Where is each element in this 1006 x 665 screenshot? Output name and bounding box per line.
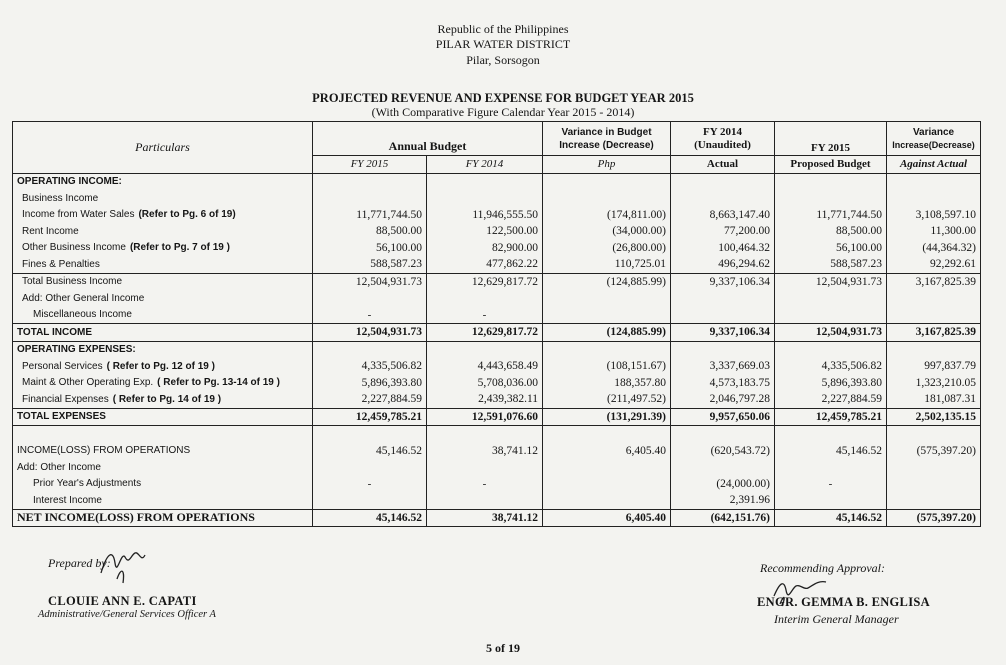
table-cell: 92,292.61 [887, 256, 981, 273]
table-cell: 12,504,931.73 [775, 324, 887, 342]
table-cell [775, 173, 887, 190]
row-label [13, 443, 313, 460]
row-label [13, 273, 313, 290]
table-cell: 1,323,210.05 [887, 375, 981, 392]
table-cell [887, 290, 981, 307]
row-label-text: OPERATING EXPENSES: [17, 344, 136, 356]
row-label-text: Financial Expenses [22, 393, 109, 405]
table-cell [427, 341, 543, 358]
table-cell [313, 173, 427, 190]
table-cell [313, 426, 427, 443]
row-label-text: Rent Income [22, 225, 79, 237]
table-cell [543, 290, 671, 307]
table-row [13, 426, 981, 443]
table-cell: (211,497.52) [543, 391, 671, 408]
table-cell: 11,946,555.50 [427, 207, 543, 224]
col-fy2014-line2: (Unaudited) [694, 138, 751, 151]
table-cell [887, 492, 981, 509]
table-row [13, 408, 981, 426]
table-cell: - [427, 476, 543, 493]
table-cell [887, 476, 981, 493]
table-cell: 12,459,785.21 [775, 408, 887, 426]
col-actual: Actual [671, 156, 775, 174]
row-label [13, 509, 313, 527]
row-label-text: OPERATING INCOME: [17, 176, 122, 188]
table-cell: 9,337,106.34 [671, 273, 775, 290]
table-cell: 12,504,931.73 [313, 324, 427, 342]
row-label [13, 190, 313, 207]
row-reference: (Refer to Pg. 6 of 19) [138, 209, 236, 221]
table-cell: 588,587.23 [313, 256, 427, 273]
col-particulars: Particulars [13, 122, 313, 174]
revenue-expense-table [12, 121, 981, 527]
row-label [13, 375, 313, 392]
header-agency: PILAR WATER DISTRICT [435, 37, 571, 51]
table-cell: 4,335,506.82 [775, 358, 887, 375]
table-cell: 3,167,825.39 [887, 324, 981, 342]
table-cell [543, 426, 671, 443]
row-reference: ( Refer to Pg. 14 of 19 ) [112, 393, 222, 405]
table-cell [313, 341, 427, 358]
table-cell: (34,000.00) [543, 223, 671, 240]
row-reference: ( Refer to Pg. 12 of 19 ) [106, 360, 215, 372]
row-label-text: Interest Income [33, 494, 102, 506]
table-cell: 45,146.52 [313, 443, 427, 460]
table-body [13, 173, 981, 527]
table-cell: (131,291.39) [543, 408, 671, 426]
col-proposed-budget: Proposed Budget [775, 156, 887, 174]
table-cell [543, 492, 671, 509]
table-cell: 2,227,884.59 [313, 391, 427, 408]
row-label-text: Total Business Income [22, 276, 123, 288]
table-cell [775, 492, 887, 509]
table-cell: - [313, 307, 427, 324]
table-cell [671, 307, 775, 324]
table-row [13, 391, 981, 408]
table-cell: (575,397.20) [887, 509, 981, 527]
table-cell: 5,708,036.00 [427, 375, 543, 392]
table-cell: 82,900.00 [427, 240, 543, 257]
table-cell [671, 190, 775, 207]
recommending-approval-label: Recommending Approval: [760, 561, 885, 575]
row-label [13, 358, 313, 375]
table-cell [887, 173, 981, 190]
table-cell: 496,294.62 [671, 256, 775, 273]
row-label [13, 307, 313, 324]
row-label [13, 290, 313, 307]
table-cell [313, 290, 427, 307]
table-cell: 11,771,744.50 [313, 207, 427, 224]
table-row [13, 290, 981, 307]
table-cell [427, 492, 543, 509]
table-cell: 3,167,825.39 [887, 273, 981, 290]
table-cell: - [775, 476, 887, 493]
table-row [13, 375, 981, 392]
table-row [13, 190, 981, 207]
table-cell [313, 459, 427, 476]
table-cell: 3,337,669.03 [671, 358, 775, 375]
col-against-actual: Against Actual [887, 156, 981, 174]
table-cell: 4,573,183.75 [671, 375, 775, 392]
row-label [13, 256, 313, 273]
table-cell: 56,100.00 [313, 240, 427, 257]
col-variance-budget-line1: Variance in Budget [561, 126, 652, 138]
table-cell: (124,885.99) [543, 273, 671, 290]
col-fy2014-budget: FY 2014 [427, 156, 543, 174]
table-cell: 3,108,597.10 [887, 207, 981, 224]
table-row [13, 509, 981, 527]
table-cell [775, 426, 887, 443]
col-variance-budget-line2: Increase (Decrease) [559, 139, 654, 151]
table-cell [887, 459, 981, 476]
row-label [13, 476, 313, 493]
table-cell: 5,896,393.80 [313, 375, 427, 392]
table-cell [543, 341, 671, 358]
row-reference: ( Refer to Pg. 13-14 of 19 ) [157, 377, 280, 389]
row-label-text: Add: Other General Income [22, 292, 145, 304]
document-subtitle: (With Comparative Figure Calendar Year 2015 - 2014) [371, 105, 635, 119]
table-cell: 12,459,785.21 [313, 408, 427, 426]
table-cell [543, 307, 671, 324]
table-cell: - [313, 476, 427, 493]
table-row [13, 459, 981, 476]
table-cell: (26,800.00) [543, 240, 671, 257]
table-cell: 122,500.00 [427, 223, 543, 240]
table-cell [671, 173, 775, 190]
row-label [13, 223, 313, 240]
table-cell [313, 492, 427, 509]
table-cell [543, 173, 671, 190]
table-cell: (108,151.67) [543, 358, 671, 375]
recommending-position: Interim General Manager [774, 612, 899, 626]
row-label-text: TOTAL EXPENSES [17, 411, 106, 423]
row-label-text: Other Business Income [22, 242, 126, 254]
row-label [13, 207, 313, 224]
row-label [13, 426, 313, 443]
table-cell: 12,591,076.60 [427, 408, 543, 426]
table-cell [543, 459, 671, 476]
row-label [13, 459, 313, 476]
table-cell: 12,504,931.73 [313, 273, 427, 290]
table-cell: 100,464.32 [671, 240, 775, 257]
col-variance-line1: Variance [912, 126, 955, 138]
document-title: PROJECTED REVENUE AND EXPENSE FOR BUDGET YEAR 2015 [312, 91, 694, 105]
table-cell: 6,405.40 [543, 509, 671, 527]
col-variance-line2: Increase(Decrease) [892, 139, 975, 150]
table-cell: 38,741.12 [427, 443, 543, 460]
row-label-text: Income from Water Sales [22, 209, 135, 221]
row-label [13, 408, 313, 426]
row-label-text: Personal Services [22, 360, 103, 372]
row-label-text: Prior Year's Adjustments [33, 478, 142, 490]
table-row [13, 273, 981, 290]
table-cell: 12,629,817.72 [427, 273, 543, 290]
table-cell: 2,439,382.11 [427, 391, 543, 408]
table-row [13, 492, 981, 509]
recommending-name: ENGR. GEMMA B. ENGLISA [757, 595, 930, 609]
table-row [13, 341, 981, 358]
table-cell [671, 426, 775, 443]
col-variance [887, 122, 981, 156]
table-cell: (44,364.32) [887, 240, 981, 257]
table-cell: 2,502,135.15 [887, 408, 981, 426]
table-cell [671, 459, 775, 476]
table-cell: 110,725.01 [543, 256, 671, 273]
prepared-by-name: CLOUIE ANN E. CAPATI [48, 594, 197, 608]
table-cell [775, 341, 887, 358]
table-cell [427, 173, 543, 190]
table-cell [775, 307, 887, 324]
table-row [13, 476, 981, 493]
header-country: Republic of the Philippines [437, 22, 569, 36]
table-cell: 45,146.52 [313, 509, 427, 527]
table-cell: 45,146.52 [775, 443, 887, 460]
table-cell: 6,405.40 [543, 443, 671, 460]
row-label-text: Miscellaneous Income [33, 309, 132, 321]
table-cell: (24,000.00) [671, 476, 775, 493]
table-cell: 11,771,744.50 [775, 207, 887, 224]
table-cell: 88,500.00 [775, 223, 887, 240]
table-cell: 11,300.00 [887, 223, 981, 240]
col-php: Php [543, 156, 671, 174]
prepared-by-label: Prepared by: [48, 556, 111, 570]
row-label-text: TOTAL INCOME [17, 326, 92, 338]
col-fy2015-proposed: FY 2015 [775, 122, 887, 156]
table-cell [775, 290, 887, 307]
table-cell: (124,885.99) [543, 324, 671, 342]
page-number: 5 of 19 [486, 641, 520, 655]
table-cell [543, 476, 671, 493]
table-cell: - [427, 307, 543, 324]
table-cell: 12,629,817.72 [427, 324, 543, 342]
table-row [13, 223, 981, 240]
col-variance-budget [543, 122, 671, 156]
table-cell [427, 190, 543, 207]
table-cell: 9,957,650.06 [671, 408, 775, 426]
prepared-by-position: Administrative/General Services Officer A [38, 609, 216, 620]
table-cell: 181,087.31 [887, 391, 981, 408]
col-annual-budget: Annual Budget [313, 122, 543, 156]
table-cell [887, 426, 981, 443]
row-label [13, 391, 313, 408]
table-cell [427, 459, 543, 476]
table-row [13, 240, 981, 257]
row-label-text: NET INCOME(LOSS) FROM OPERATIONS [17, 510, 255, 525]
table-row [13, 307, 981, 324]
table-cell: 2,391.96 [671, 492, 775, 509]
table-cell: 188,357.80 [543, 375, 671, 392]
table-cell: 77,200.00 [671, 223, 775, 240]
table-cell: (174,811.00) [543, 207, 671, 224]
row-label-text: Add: Other Income [17, 461, 101, 473]
table-cell: 4,335,506.82 [313, 358, 427, 375]
table-cell [887, 341, 981, 358]
table-cell: 88,500.00 [313, 223, 427, 240]
table-row [13, 173, 981, 190]
table-row [13, 256, 981, 273]
row-label [13, 492, 313, 509]
row-label-text: Fines & Penalties [22, 258, 100, 270]
table-cell [543, 190, 671, 207]
table-cell: 477,862.22 [427, 256, 543, 273]
table-cell: 2,046,797.28 [671, 391, 775, 408]
table-cell: 45,146.52 [775, 509, 887, 527]
table-cell: 2,227,884.59 [775, 391, 887, 408]
col-fy2014-line1: FY 2014 [703, 125, 743, 138]
table-cell [671, 341, 775, 358]
table-cell: 56,100.00 [775, 240, 887, 257]
row-label-text: Business Income [22, 192, 99, 204]
table-row [13, 443, 981, 460]
table-cell [887, 307, 981, 324]
table-cell [887, 190, 981, 207]
row-label-text: Maint & Other Operating Exp. [22, 377, 154, 389]
table-cell: 4,443,658.49 [427, 358, 543, 375]
table-cell: 38,741.12 [427, 509, 543, 527]
table-cell: 997,837.79 [887, 358, 981, 375]
row-label-text: INCOME(LOSS) FROM OPERATIONS [17, 445, 191, 457]
row-label [13, 240, 313, 257]
row-label [13, 341, 313, 358]
table-cell [671, 290, 775, 307]
table-cell: 9,337,106.34 [671, 324, 775, 342]
table-row [13, 324, 981, 342]
table-cell [313, 190, 427, 207]
col-fy2015-budget: FY 2015 [313, 156, 427, 174]
row-label [13, 324, 313, 342]
col-fy2014-actual [671, 122, 775, 156]
table-row [13, 207, 981, 224]
row-reference: (Refer to Pg. 7 of 19 ) [129, 242, 230, 254]
header-location: Pilar, Sorsogon [466, 53, 540, 67]
table-cell [775, 190, 887, 207]
table-cell [427, 290, 543, 307]
table-cell: (620,543.72) [671, 443, 775, 460]
table-cell: 8,663,147.40 [671, 207, 775, 224]
table-cell: 588,587.23 [775, 256, 887, 273]
table-cell: 5,896,393.80 [775, 375, 887, 392]
table-row [13, 358, 981, 375]
table-cell [775, 459, 887, 476]
table-cell: (642,151.76) [671, 509, 775, 527]
table-cell: 12,504,931.73 [775, 273, 887, 290]
table-cell [427, 426, 543, 443]
table-cell: (575,397.20) [887, 443, 981, 460]
row-label [13, 173, 313, 190]
